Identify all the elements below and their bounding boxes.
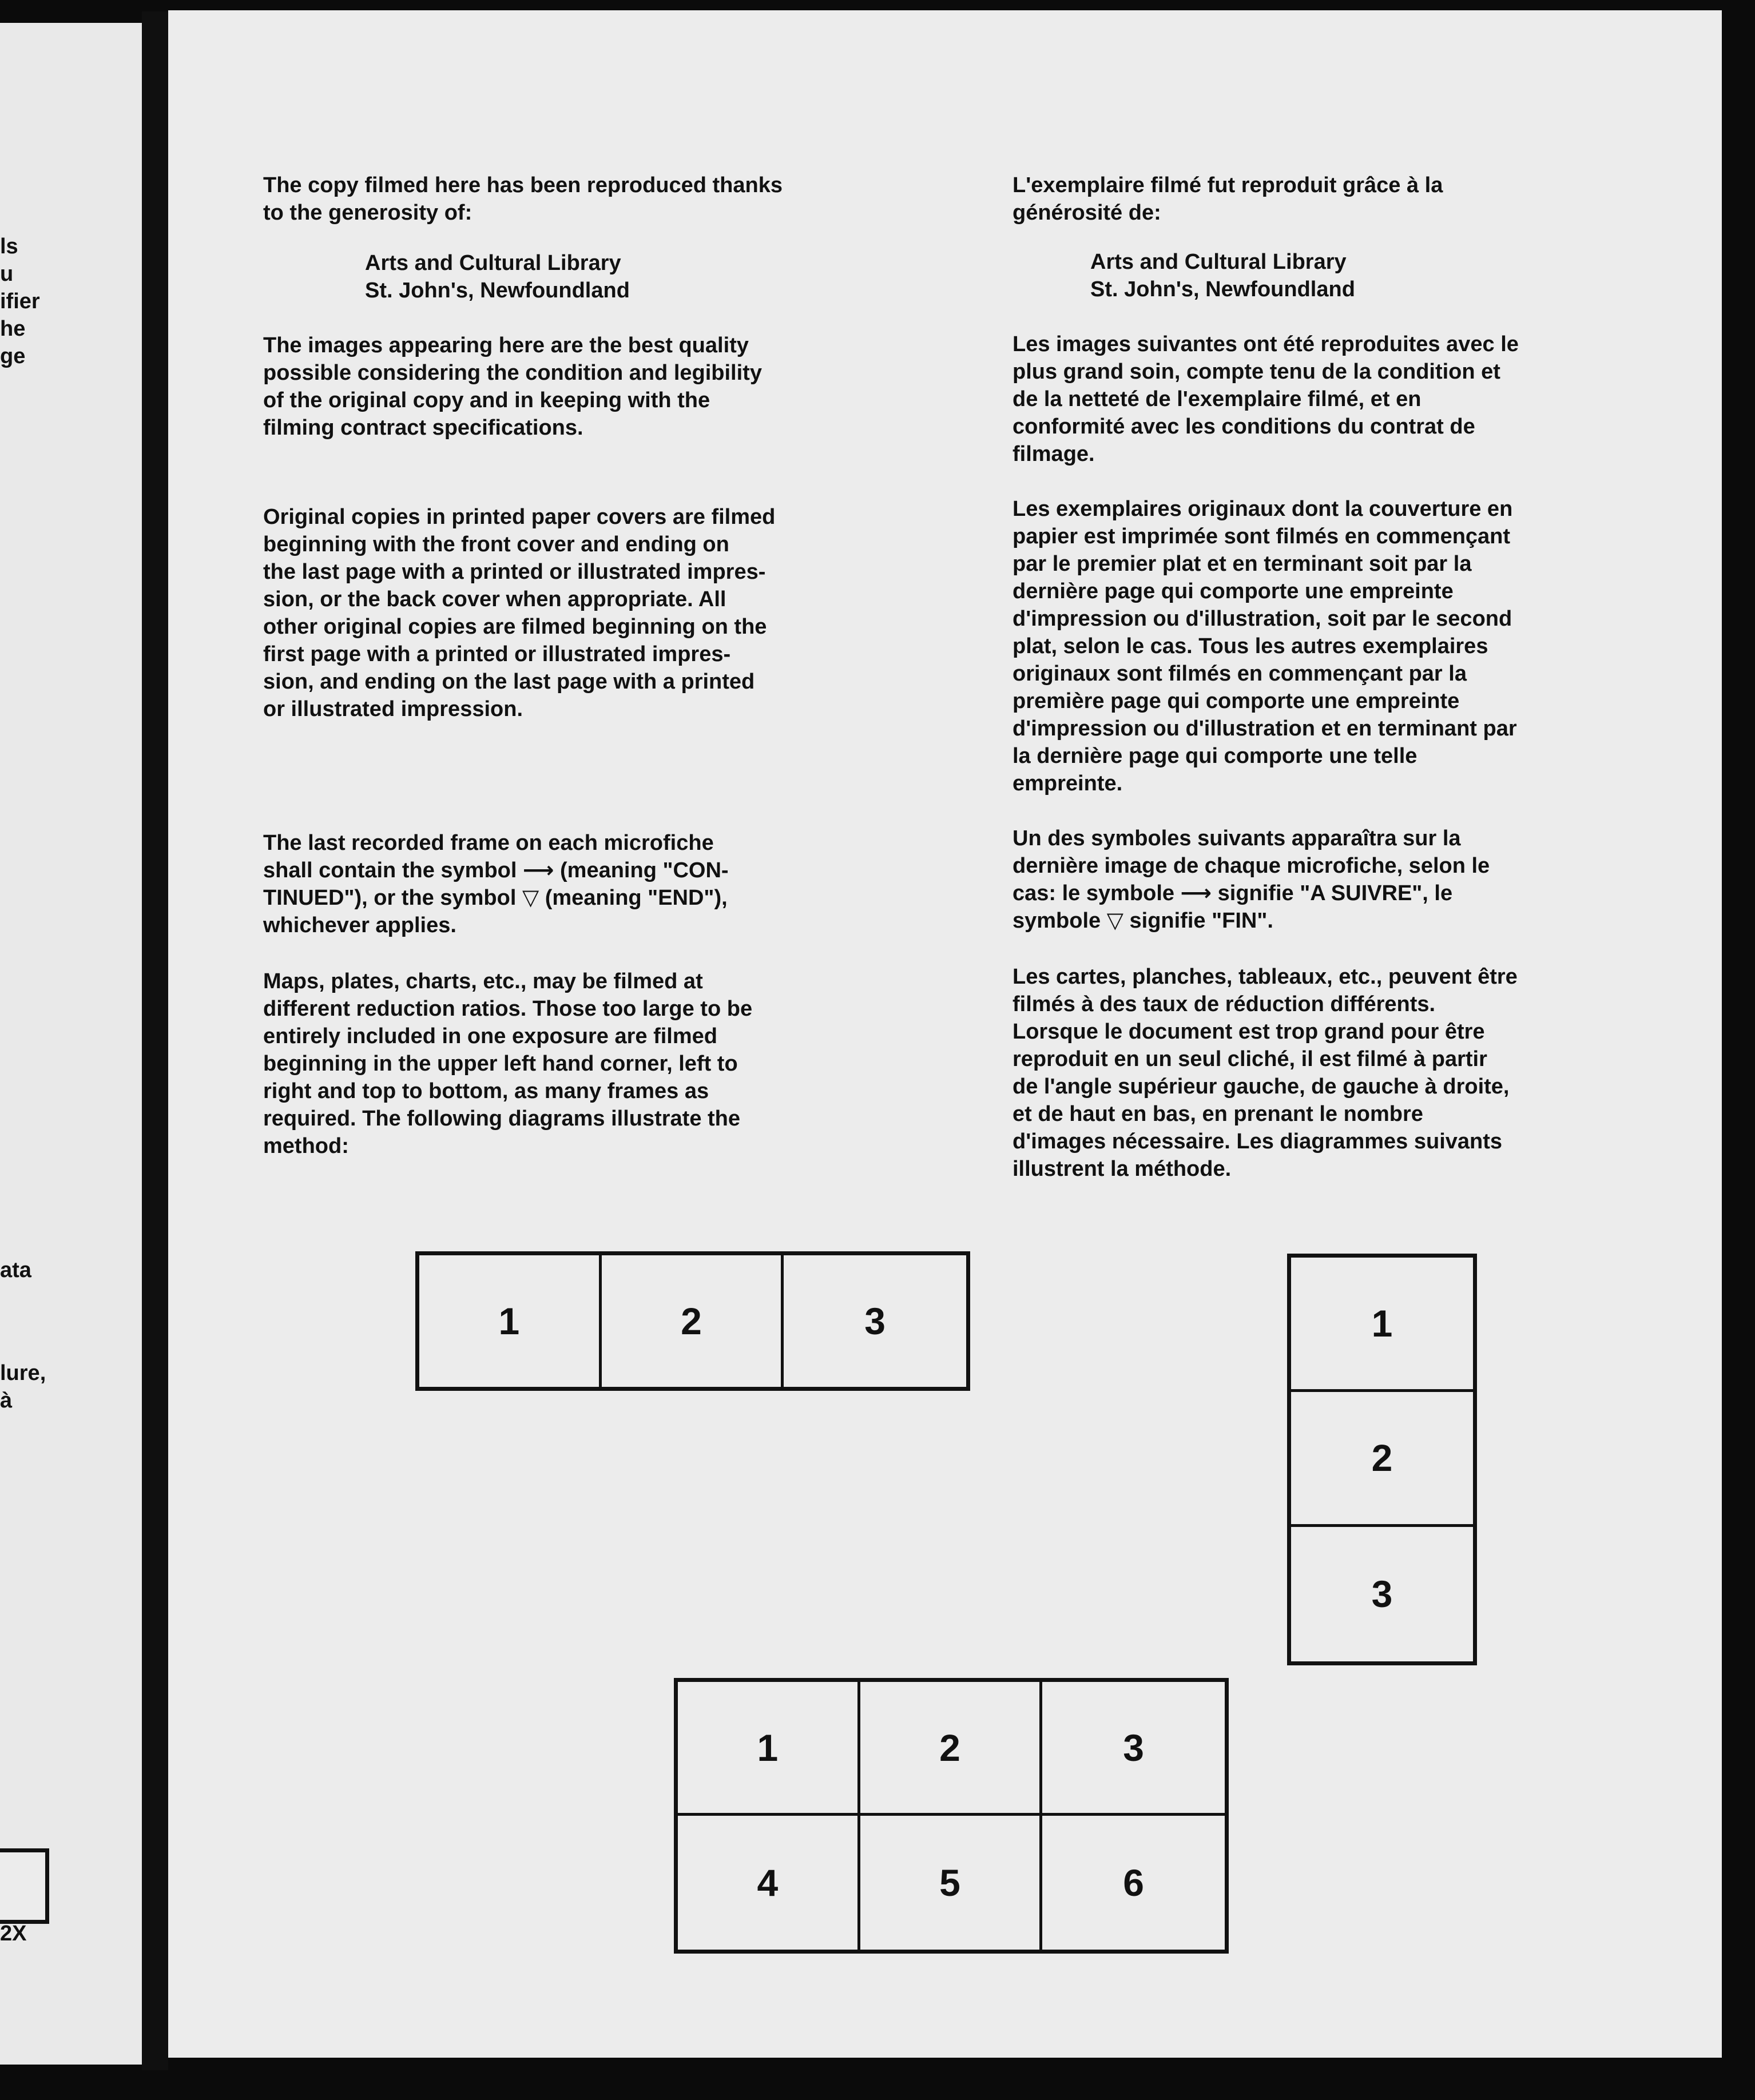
fragment-text: he [0, 317, 26, 341]
fragment-text: à [0, 1389, 13, 1413]
page-gutter [142, 11, 168, 2070]
frame-cell: 1 [1291, 1258, 1473, 1392]
frame-cell: 1 [419, 1255, 602, 1387]
english-thanks-paragraph: The copy filmed here has been reproduced thanks to the generosity of: [263, 173, 783, 225]
previous-page-strip [0, 23, 142, 2065]
french-maps-paragraph: Les cartes, planches, tableaux, etc., peuvent être filmés à des taux de réduction différents. Lorsque le document est trop grand pour être reproduit en un seul cliché, il est filmé à partir de l'angle supérieur gauche, de gauche à droite, et de haut en bas, en prenant le nombre d'images nécessaire. Les diagrammes suivants illustrent la méthode. [1012, 965, 1518, 1181]
english-symbol-paragraph: The last recorded frame on each microfiche shall contain the symbol ⟶ (meaning "CON- TINUED"), or the symbol ▽ (meaning "END"), whichever applies. [263, 831, 729, 937]
vertical-frames-diagram [1287, 1254, 1477, 1665]
english-quality-paragraph: The images appearing here are the best quality possible considering the condition and legibility of the original copy and in keeping with the filming contract specifications. [263, 333, 762, 440]
horizontal-frames-diagram [415, 1251, 970, 1391]
fragment-text: u [0, 262, 14, 286]
french-symbol-paragraph: Un des symboles suivants apparaîtra sur la dernière image de chaque microfiche, selon le cas: le symbole ⟶ signifie "A SUIVRE", le symbole ▽ signifie "FIN". [1012, 826, 1490, 933]
frame-cell: 2 [602, 1255, 784, 1387]
frame-cell: 3 [864, 1300, 886, 1342]
english-column [263, 172, 898, 1160]
frame-cell: 4 [678, 1816, 860, 1950]
french-thanks-paragraph: L'exemplaire filmé fut reproduit grâce à la générosité de: [1012, 173, 1443, 225]
fragment-text: ls [0, 234, 18, 258]
fragment-text: lure, [0, 1361, 46, 1385]
frame-cell: 3 [1371, 1573, 1393, 1616]
french-covers-paragraph: Les exemplaires originaux dont la couverture en papier est imprimée sont filmés en commençant par le premier plat et en terminant soit par la dernière page qui comporte une empreinte d'impression ou d'illustration, soit par le second plat, selon le cas. Tous les autres exemplaires originaux sont filmés en commençant par la première page qui comporte une empreinte d'impression ou d'illustration et en terminant par la dernière page qui comporte une telle empreinte. [1012, 497, 1517, 796]
grid-frames-diagram [674, 1678, 1229, 1954]
fragment-text: ge [0, 344, 26, 368]
french-column [1012, 172, 1647, 1183]
fragment-text: 2X [0, 1922, 27, 1946]
english-library-name: Arts and Cultural Library St. John's, Newfoundland [365, 251, 630, 303]
frame-cell: 3 [1042, 1682, 1225, 1816]
fragment-text: ifier [0, 289, 40, 313]
french-quality-paragraph: Les images suivantes ont été reproduites avec le plus grand soin, compte tenu de la condition et de la netteté de l'exemplaire filmé, et en conformité avec les conditions du contrat de filmage. [1012, 332, 1519, 466]
frame-cell: 5 [860, 1816, 1043, 1950]
english-covers-paragraph: Original copies in printed paper covers are filmed beginning with the front cover and ending on the last page with a printed or illustrated impres- sion, or the back cover when appropriate. All other original copies are filmed beginning on the first page with a printed or illustrated impres- sion, and ending on the last page with a printed or illustrated impression. [263, 505, 776, 721]
frame-cell: 2 [860, 1682, 1043, 1816]
frame-cell: 6 [1123, 1862, 1145, 1904]
french-library-name: Arts and Cultural Library St. John's, Newfoundland [1090, 250, 1355, 301]
frame-cell: 2 [1291, 1392, 1473, 1526]
frame-cell: 1 [678, 1682, 860, 1816]
fragment-text: ata [0, 1258, 31, 1282]
english-maps-paragraph: Maps, plates, charts, etc., may be filmed at different reduction ratios. Those too large to be entirely included in one exposure are filmed beginning in the upper left hand corner, left to right and top to bottom, as many frames as required. The following diagrams illustrate the method: [263, 969, 753, 1158]
resolution-target-box [0, 1848, 49, 1924]
